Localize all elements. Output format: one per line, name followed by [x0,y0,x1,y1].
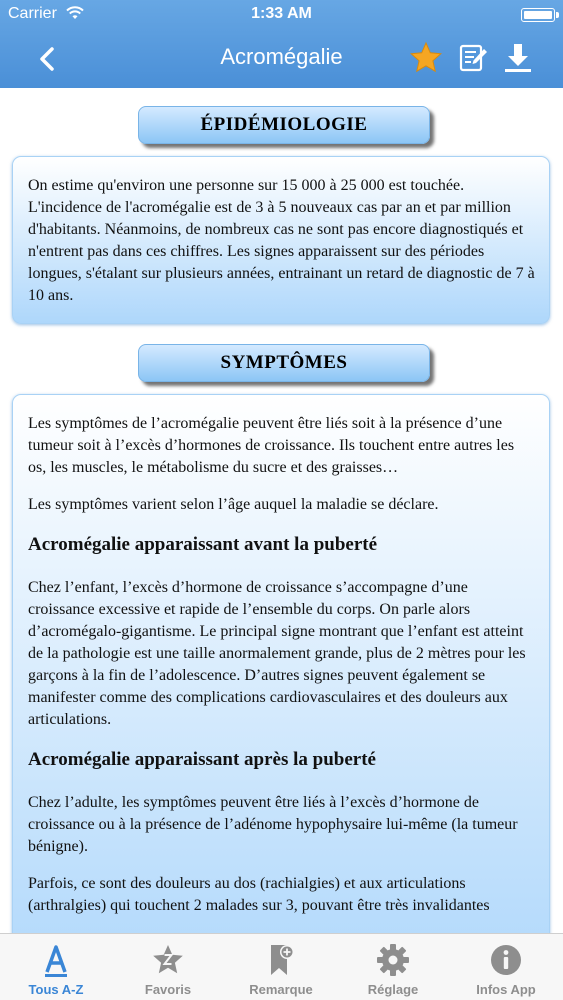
tab-remarque[interactable] [231,934,331,1000]
subsection-heading: Acromégalie apparaissant après la puberté [28,749,376,770]
section-header-epidemiologie: ÉPIDÉMIOLOGIE [138,106,430,144]
battery-icon [521,8,555,22]
paragraph: Chez l’enfant, l’excès d’hormone de croissance s’accompagne d’une croissance excessive et rapide de l’ensemble du corps. On parle alors d’acromégalo-gigantisme. Le principal signe montrant que l’enfant est atteint de la pathologie est une taille anormalement grande, plus de 2 mètres pour les garçons à la fin de l’adolescence. D’autres signes peuvent également se manifester comme des complications cardiovasculaires et des douleurs aux articulations. [28,579,526,728]
tab-label: Favoris [144,982,192,997]
carrier-label: Carrier [8,5,57,22]
edit-note-icon [455,40,491,76]
section-card-symptomes [12,394,550,933]
tab-favoris[interactable] [118,934,218,1000]
tab-reglage[interactable] [343,934,443,1000]
download-icon [500,40,536,76]
tab-infos-app[interactable] [456,934,556,1000]
status-time: 1:33 AM [251,5,312,22]
tab-label: Infos App [476,982,536,997]
nav-bar [0,30,563,88]
tab-tous-a-z[interactable] [6,934,106,1000]
tab-label: Réglage [367,982,419,997]
top-bar [0,0,563,88]
letter-a-icon [38,942,74,978]
tab-label: Tous A-Z [28,982,84,997]
status-bar [0,0,563,30]
gear-icon [375,942,411,978]
note-button[interactable] [455,40,491,76]
section-card-epidemiologie [12,156,550,324]
favorite-button[interactable] [408,40,444,76]
bookmark-icon [263,942,299,978]
paragraph: Les symptômes de l’acromégalie peuvent être liés soit à la présence d’une tumeur soit à l’excès d’hormones de croissance. Ils touchent entre autres les os, les muscles, le métabolisme du sucre et des graisses… [28,415,515,476]
tab-bar [0,933,563,1000]
article-content[interactable] [0,88,563,933]
subsection-heading: Acromégalie apparaissant avant la puberté [28,534,378,555]
paragraph: Parfois, ce sont des douleurs au dos (rachialgies) et aux articulations (arthralgies) qui touchent 2 malades sur 3, pouvant être très invalidantes [28,875,490,914]
page-title: Acromégalie [220,44,343,69]
section-header-symptomes: SYMPTÔMES [138,344,430,382]
star-icon [408,40,444,76]
info-icon [488,942,524,978]
paragraph: Chez l’adulte, les symptômes peuvent être liés à l’excès d’hormone de croissance ou à la présence de l’adénome hypophysaire lui-même (la tumeur bénigne). [28,794,518,855]
download-button[interactable] [500,40,536,76]
tab-label: Remarque [249,982,313,997]
star-icon [150,942,186,978]
paragraph: Les symptômes varient selon l’âge auquel la maladie se déclare. [28,496,439,513]
paragraph: On estime qu'environ une personne sur 15 000 à 25 000 est touchée. L'incidence de l'acromégalie est de 3 à 5 nouveaux cas par an et par million d'habitants. Néanmoins, de nombreux cas ne sont pas encore diagnostiqués et n'entrent pas dans ces chiffres. Les signes apparaissent sur des périodes longues, s'étalant sur plusieurs années, entrainant un retard de diagnostic de 7 à 10 ans. [28,177,535,304]
